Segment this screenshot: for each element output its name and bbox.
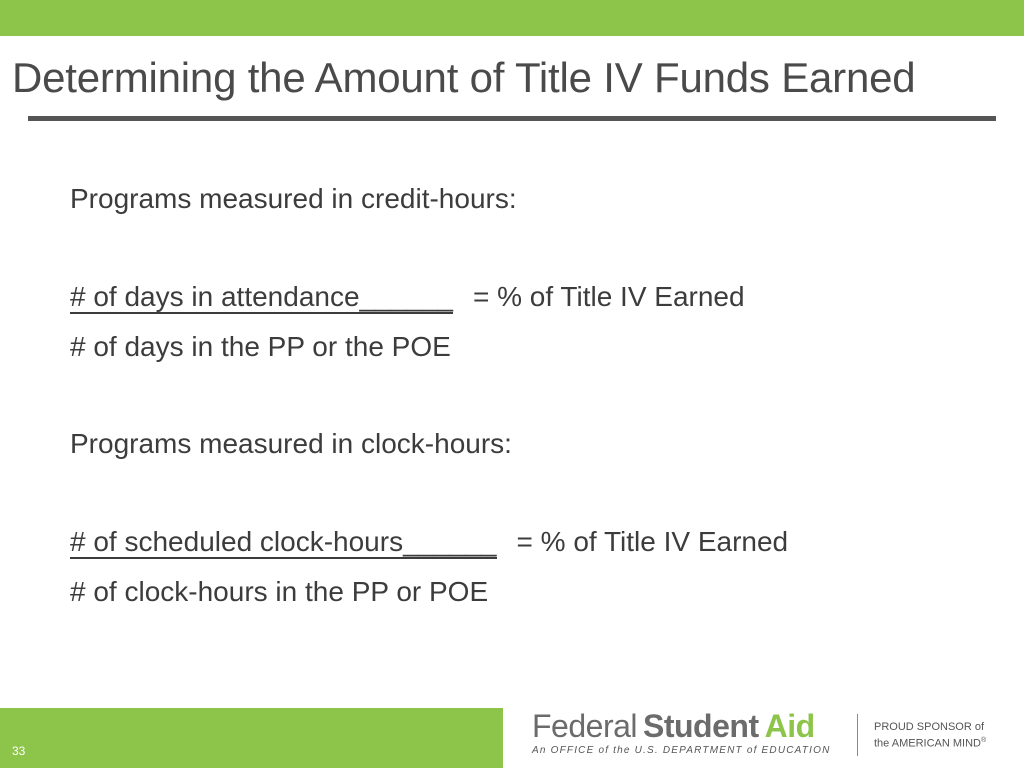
credit-hours-result: = % of Title IV Earned xyxy=(472,281,745,312)
top-accent-bar xyxy=(0,0,1024,36)
credit-hours-denominator: # of days in the PP or the POE xyxy=(70,331,451,362)
footer-accent-bar xyxy=(0,708,503,768)
credit-hours-formula xyxy=(70,280,745,314)
logo-tagline: An OFFICE of the U.S. DEPARTMENT of EDUCATION xyxy=(532,745,831,756)
credit-hours-heading: Programs measured in credit-hours: xyxy=(70,183,517,214)
clock-hours-formula xyxy=(70,525,788,559)
sponsor-line-1: PROUD SPONSOR of xyxy=(874,721,985,733)
clock-hours-denominator: # of clock-hours in the PP or POE xyxy=(70,576,489,607)
sponsor-line-2 xyxy=(874,734,986,751)
proud-sponsor-mark xyxy=(874,720,986,751)
sponsor-line-2-text: the AMERICAN MIND xyxy=(874,737,981,750)
clock-hours-result: = % of Title IV Earned xyxy=(516,526,789,557)
registered-mark: ® xyxy=(980,737,987,744)
clock-hours-heading: Programs measured in clock-hours: xyxy=(70,428,512,459)
logo-federal-text: Federal xyxy=(532,708,637,744)
federal-student-aid-logo xyxy=(532,708,831,756)
logo-aid-text: Aid xyxy=(764,708,815,744)
credit-hours-numerator: # of days in attendance______ xyxy=(70,281,453,312)
title-underline-rule xyxy=(28,116,996,121)
clock-hours-numerator: # of scheduled clock-hours______ xyxy=(70,526,497,557)
slide-title: Determining the Amount of Title IV Funds Earned xyxy=(12,54,916,101)
logo-divider xyxy=(857,714,858,756)
slide-number: 33 xyxy=(12,744,26,758)
logo-student-text: Student xyxy=(643,708,759,744)
